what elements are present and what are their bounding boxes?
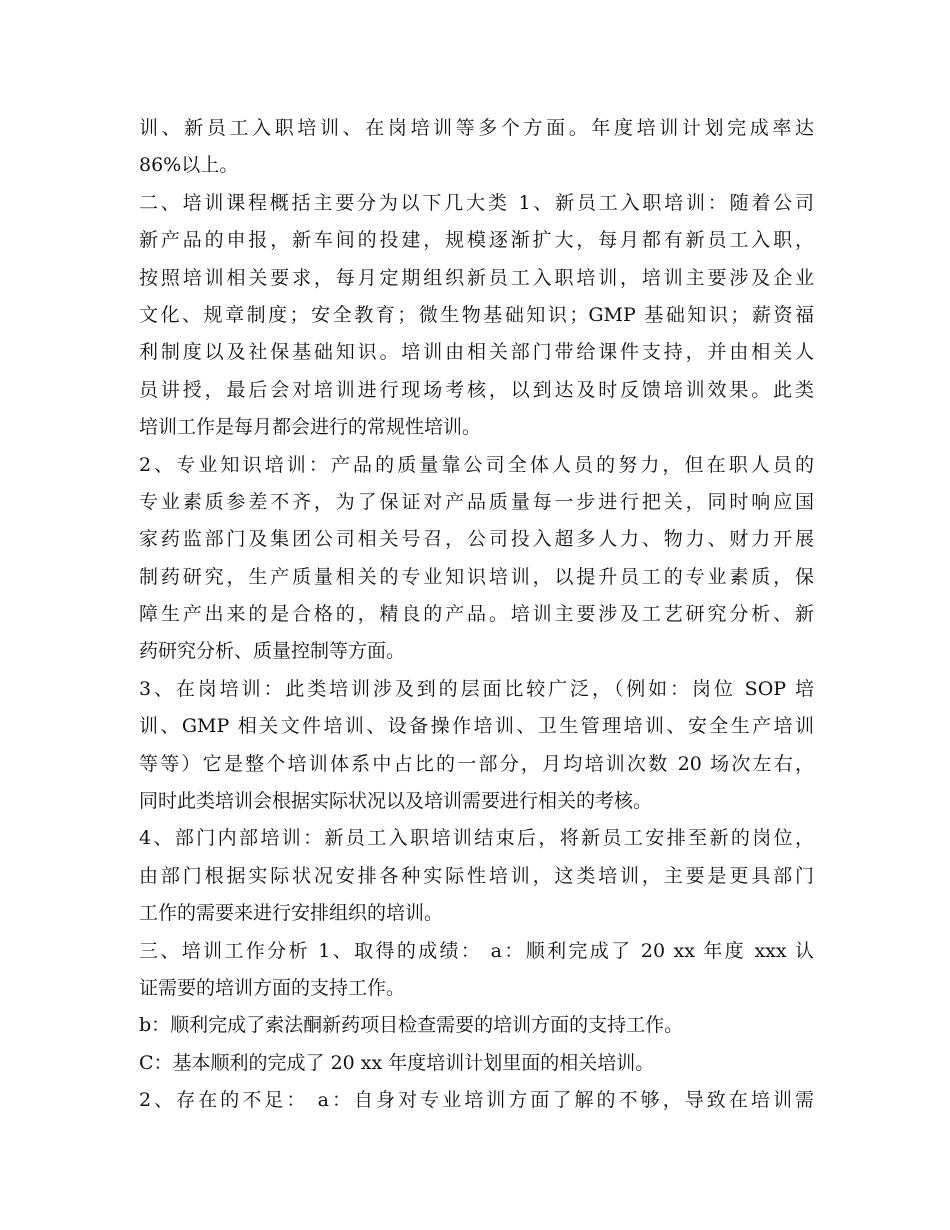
text-line: 训、GMP 相关文件培训、设备操作培训、卫生管理培训、安全生产培训: [139, 715, 814, 738]
text-line: 等等）它是整个培训体系中占比的一部分，月均培训次数 20 场次左右，: [139, 752, 814, 775]
text-line: 工作的需要来进行安排组织的培训。: [139, 902, 444, 925]
text-line: 86%以上。: [139, 154, 239, 177]
text-line: 由部门根据实际状况安排各种实际性培训，这类培训，主要是更具部门: [139, 864, 814, 887]
text-line: 训、新员工入职培训、在岗培训等多个方面。年度培训计划完成率达: [139, 117, 814, 139]
text-line: 4、部门内部培训：新员工入职培训结束后，将新员工安排至新的岗位，: [139, 827, 814, 850]
document-body: [139, 110, 814, 1120]
text-line: b：顺利完成了索法酮新药项目检查需要的培训方面的支持工作。: [139, 1014, 684, 1037]
text-line: 新产品的申报，新车间的投建，规模逐渐扩大，每月都有新员工入职，: [139, 229, 814, 252]
text-line: 药研究分析、质量控制等方面。: [139, 640, 406, 663]
text-line: 证需要的培训方面的支持工作。: [139, 976, 406, 999]
text-line: 按照培训相关要求，每月定期组织新员工入职培训，培训主要涉及企业: [139, 266, 814, 289]
text-line: 障生产出来的是合格的，精良的产品。培训主要涉及工艺研究分析、新: [139, 603, 814, 626]
text-line: 制药研究，生产质量相关的专业知识培训，以提升员工的专业素质，保: [139, 565, 814, 588]
text-line: 三、培训工作分析 1、取得的成绩： a：顺利完成了 20 xx 年度 xxx 认: [139, 939, 814, 962]
text-line: 二、培训课程概括主要分为以下几大类 1、新员工入职培训：随着公司: [139, 191, 814, 214]
text-line: 培训工作是每月都会进行的常规性培训。: [139, 416, 482, 439]
text-line: 同时此类培训会根据实际状况以及培训需要进行相关的考核。: [139, 790, 653, 813]
text-line: C：基本顺利的完成了 20 xx 年度培训计划里面的相关培训。: [139, 1051, 655, 1074]
text-line: 员讲授，最后会对培训进行现场考核，以到达及时反馈培训效果。此类: [139, 378, 814, 401]
text-line: 利制度以及社保基础知识。培训由相关部门带给课件支持，并由相关人: [139, 341, 814, 364]
text-line: 2、专业知识培训：产品的质量靠公司全体人员的努力，但在职人员的: [139, 453, 814, 476]
text-line: 3、在岗培训：此类培训涉及到的层面比较广泛，（例如：岗位 SOP 培: [139, 677, 814, 700]
text-line: 文化、规章制度；安全教育；微生物基础知识；GMP 基础知识；薪资福: [139, 303, 814, 326]
text-line: 2、存在的不足： a：自身对专业培训方面了解的不够，导致在培训需: [139, 1089, 814, 1112]
text-line: 家药监部门及集团公司相关号召，公司投入超多人力、物力、财力开展: [139, 528, 814, 551]
text-line: 专业素质参差不齐，为了保证对产品质量每一步进行把关，同时响应国: [139, 490, 814, 513]
